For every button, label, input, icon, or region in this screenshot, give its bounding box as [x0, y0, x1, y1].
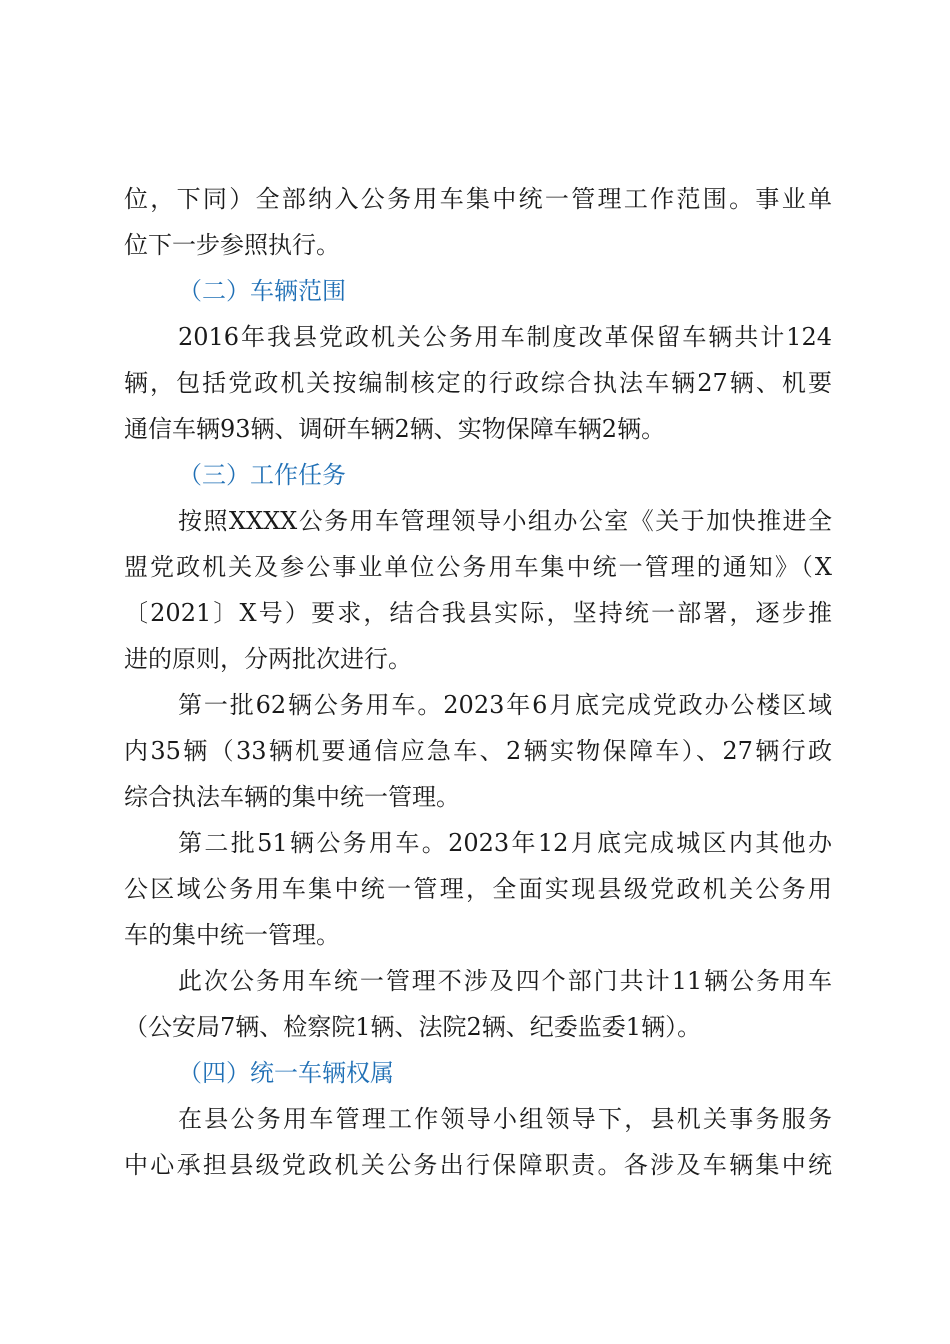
document-body: [124, 176, 832, 1188]
body-line: 辆，包括党政机关按编制核定的行政综合执法车辆27辆、机要: [124, 369, 832, 397]
body-line: 通信车辆93辆、调研车辆2辆、实物保障车辆2辆。: [124, 415, 666, 443]
body-line: 盟党政机关及参公事业单位公务用车集中统一管理的通知》（X: [124, 553, 832, 581]
section-heading-vehicle-ownership: （四）统一车辆权属: [178, 1059, 394, 1087]
body-line: 在县公务用车管理工作领导小组领导下，县机关事务服务: [178, 1105, 832, 1133]
section-heading-work-tasks: （三）工作任务: [178, 461, 346, 489]
section-heading-vehicle-scope: （二）车辆范围: [178, 277, 346, 305]
body-line: 位下一步参照执行。: [124, 231, 340, 259]
body-line: 位，下同）全部纳入公务用车集中统一管理工作范围。事业单: [124, 185, 832, 213]
body-line: 车的集中统一管理。: [124, 921, 340, 949]
body-line: 综合执法车辆的集中统一管理。: [124, 783, 460, 811]
body-line: 此次公务用车统一管理不涉及四个部门共计11辆公务用车: [178, 967, 832, 995]
body-line: 中心承担县级党政机关公务出行保障职责。各涉及车辆集中统: [124, 1151, 832, 1179]
body-line: 进的原则，分两批次进行。: [124, 645, 412, 673]
body-line: 第二批51辆公务用车。2023年12月底完成城区内其他办: [178, 829, 832, 857]
body-line: （公安局7辆、检察院1辆、法院2辆、纪委监委1辆）。: [124, 1013, 702, 1041]
body-line: 2016年我县党政机关公务用车制度改革保留车辆共计124: [178, 323, 832, 351]
body-line: 第一批62辆公务用车。2023年6月底完成党政办公楼区域: [178, 691, 832, 719]
body-line: 内35辆（33辆机要通信应急车、2辆实物保障车）、27辆行政: [124, 737, 832, 765]
body-line: 公区域公务用车集中统一管理，全面实现县级党政机关公务用: [124, 875, 832, 903]
body-line: 〔2021〕X号）要求，结合我县实际，坚持统一部署，逐步推: [124, 599, 832, 627]
body-line: 按照XXXX公务用车管理领导小组办公室《关于加快推进全: [178, 507, 832, 535]
